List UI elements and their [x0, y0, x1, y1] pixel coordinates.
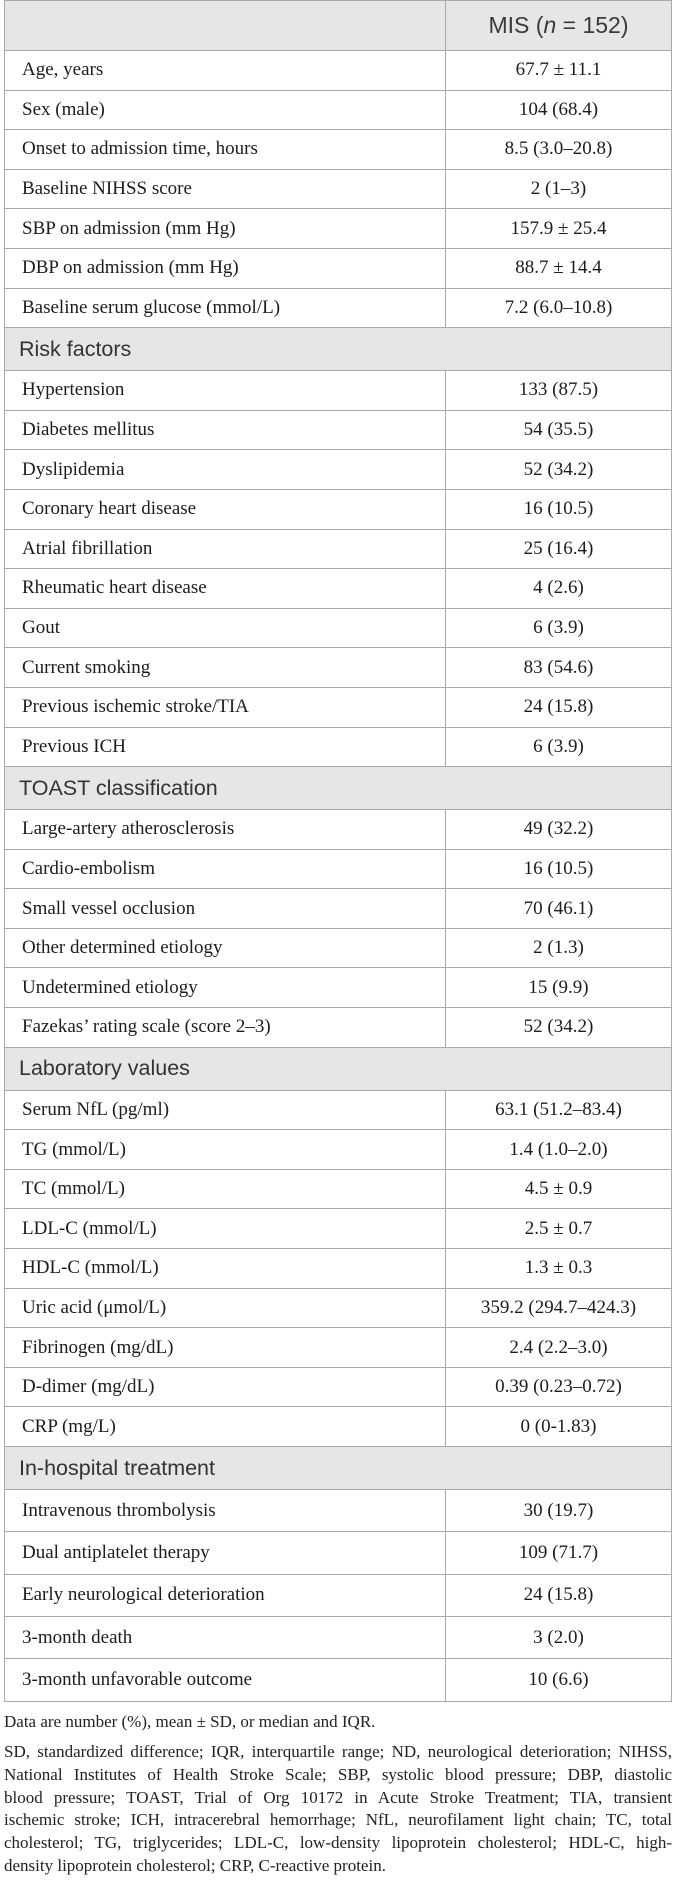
table-row — [5, 850, 671, 890]
table-section — [5, 328, 671, 767]
row-value: 2.5 ± 0.7 — [524, 1217, 593, 1239]
table-row — [5, 1170, 671, 1210]
row-label: Large-artery atherosclerosis — [5, 810, 446, 849]
abbreviation-line: density lipoprotein cholesterol; CRP, C-reactive protein. — [4, 1855, 386, 1875]
table-row — [5, 1328, 671, 1368]
row-label: Age, years — [5, 51, 446, 90]
table-row — [5, 1249, 671, 1289]
row-value: 4.5 ± 0.9 — [524, 1178, 593, 1200]
row-value: 109 (71.7) — [518, 1541, 599, 1563]
row-value: 104 (68.4) — [518, 98, 599, 120]
table-section — [5, 1048, 671, 1447]
row-label: Fazekas’ rating scale (score 2–3) — [5, 1008, 446, 1047]
table-row — [5, 609, 671, 649]
row-value: 0.39 (0.23–0.72) — [495, 1376, 622, 1398]
table-row — [5, 1091, 671, 1131]
row-value: 3 (2.0) — [533, 1626, 584, 1648]
row-label: TG (mmol/L) — [5, 1130, 446, 1169]
abbreviation-line: SD, standardized difference; IQR, interquartile range; ND, neurological deterioration; NIHSS, — [4, 1741, 672, 1761]
row-label: CRP (mg/L) — [5, 1407, 446, 1446]
row-value: 30 (19.7) — [523, 1499, 594, 1521]
row-value: 2.4 (2.2–3.0) — [509, 1336, 608, 1358]
row-label: Previous ischemic stroke/TIA — [5, 688, 446, 727]
table-row — [5, 1575, 671, 1617]
row-label: Undetermined etiology — [5, 968, 446, 1007]
table-row — [5, 810, 671, 850]
row-value: 63.1 (51.2–83.4) — [495, 1098, 622, 1120]
row-value: 52 (34.2) — [523, 458, 594, 480]
section-header: Risk factors — [5, 328, 671, 371]
row-label: LDL-C (mmol/L) — [5, 1209, 446, 1248]
row-value: 15 (9.9) — [528, 976, 589, 998]
row-label: HDL-C (mmol/L) — [5, 1249, 446, 1288]
table-section — [5, 767, 671, 1048]
table-row — [5, 1289, 671, 1329]
row-label: Small vessel occlusion — [5, 889, 446, 928]
abbreviation-line: National Institutes of Health Stroke Scale; SBP, systolic blood pressure; DBP, diastolic — [4, 1764, 672, 1784]
table-row — [5, 1490, 671, 1532]
table-section — [5, 1447, 671, 1701]
row-value: 2 (1–3) — [530, 178, 587, 200]
abbreviation-line: cholesterol; TG, triglycerides; LDL-C, low-density lipoprotein cholesterol; HDL-C, high- — [4, 1833, 672, 1853]
row-label: Uric acid (μmol/L) — [5, 1289, 446, 1328]
row-value: 49 (32.2) — [523, 818, 594, 840]
row-label: Rheumatic heart disease — [5, 569, 446, 608]
header-mis-column — [446, 1, 671, 50]
row-value: 16 (10.5) — [523, 498, 594, 520]
table-row — [5, 51, 671, 91]
row-value: 359.2 (294.7–424.3) — [480, 1296, 637, 1318]
table-row — [5, 411, 671, 451]
row-label: Diabetes mellitus — [5, 411, 446, 450]
row-label: Sex (male) — [5, 91, 446, 130]
row-value: 24 (15.8) — [523, 1584, 594, 1606]
table-row — [5, 648, 671, 688]
row-label: D-dimer (mg/dL) — [5, 1368, 446, 1407]
row-label: 3-month death — [5, 1617, 446, 1658]
row-label: 3-month unfavorable outcome — [5, 1659, 446, 1701]
section-header: Laboratory values — [5, 1048, 671, 1091]
row-label: Current smoking — [5, 648, 446, 687]
row-value: 7.2 (6.0–10.8) — [504, 296, 613, 318]
row-value: 6 (3.9) — [533, 617, 584, 639]
row-label: Baseline serum glucose (mmol/L) — [5, 289, 446, 328]
table-row — [5, 1659, 671, 1701]
table-row — [5, 1368, 671, 1408]
table-row — [5, 929, 671, 969]
row-value: 83 (54.6) — [523, 656, 594, 678]
row-label: TC (mmol/L) — [5, 1170, 446, 1209]
row-value: 88.7 ± 14.4 — [515, 257, 602, 279]
table-row — [5, 209, 671, 249]
table-row — [5, 450, 671, 490]
row-value: 70 (46.1) — [523, 897, 594, 919]
footnote-abbreviations — [4, 1741, 672, 1878]
row-label: Other determined etiology — [5, 929, 446, 968]
header-label-prefix: MIS ( — [488, 12, 544, 38]
table-row — [5, 569, 671, 609]
row-value: 6 (3.9) — [533, 735, 584, 757]
row-label: SBP on admission (mm Hg) — [5, 209, 446, 248]
row-label: Gout — [5, 609, 446, 648]
row-value: 133 (87.5) — [518, 379, 599, 401]
table-header-row — [5, 1, 671, 51]
row-value: 67.7 ± 11.1 — [515, 59, 602, 81]
header-label-n: n — [543, 12, 557, 38]
table-row — [5, 728, 671, 768]
table-row — [5, 1130, 671, 1170]
table-row — [5, 968, 671, 1008]
row-label: Dyslipidemia — [5, 450, 446, 489]
row-label: Atrial fibrillation — [5, 530, 446, 569]
table-row — [5, 1617, 671, 1659]
table-row — [5, 1532, 671, 1574]
section-header: In-hospital treatment — [5, 1447, 671, 1490]
row-value: 10 (6.6) — [528, 1669, 589, 1691]
row-label: DBP on admission (mm Hg) — [5, 249, 446, 288]
table-row — [5, 130, 671, 170]
row-label: Fibrinogen (mg/dL) — [5, 1328, 446, 1367]
row-value: 1.3 ± 0.3 — [524, 1257, 593, 1279]
table-row — [5, 490, 671, 530]
row-value: 1.4 (1.0–2.0) — [509, 1138, 608, 1160]
abbreviation-line: blood pressure; TOAST, Trial of Org 10172 in Acute Stroke Treatment; TIA, transient — [4, 1787, 672, 1807]
row-value: 25 (16.4) — [523, 537, 594, 559]
row-value: 4 (2.6) — [533, 577, 584, 599]
row-value: 24 (15.8) — [523, 696, 594, 718]
table-row — [5, 91, 671, 131]
row-label: Cardio-embolism — [5, 850, 446, 889]
table-row — [5, 688, 671, 728]
header-label-suffix: = 152) — [556, 12, 629, 38]
footnote-data-description: Data are number (%), mean ± SD, or median and IQR. — [4, 1712, 376, 1731]
table-row — [5, 889, 671, 929]
table-row — [5, 371, 671, 411]
row-label: Baseline NIHSS score — [5, 170, 446, 209]
row-label: Dual antiplatelet therapy — [5, 1532, 446, 1573]
row-value: 2 (1.3) — [533, 937, 584, 959]
table-row — [5, 170, 671, 210]
row-value: 52 (34.2) — [523, 1016, 594, 1038]
table-section — [5, 51, 671, 328]
row-label: Intravenous thrombolysis — [5, 1490, 446, 1531]
row-value: 0 (0-1.83) — [520, 1415, 597, 1437]
table-row — [5, 289, 671, 329]
row-value: 16 (10.5) — [523, 857, 594, 879]
row-label: Coronary heart disease — [5, 490, 446, 529]
table-row — [5, 1209, 671, 1249]
table-row — [5, 1008, 671, 1048]
row-value: 8.5 (3.0–20.8) — [504, 138, 613, 160]
table-body — [5, 51, 671, 1701]
row-label: Onset to admission time, hours — [5, 130, 446, 169]
row-label: Hypertension — [5, 371, 446, 410]
row-label: Previous ICH — [5, 728, 446, 767]
row-label: Early neurological deterioration — [5, 1575, 446, 1616]
row-value: 54 (35.5) — [523, 419, 594, 441]
section-header: TOAST classification — [5, 767, 671, 810]
table-row — [5, 530, 671, 570]
table-footnotes — [4, 1711, 672, 1878]
abbreviation-line: ischemic stroke; ICH, intracerebral hemorrhage; NfL, neurofilament light chain; TC, total — [4, 1810, 672, 1830]
row-label: Serum NfL (pg/ml) — [5, 1091, 446, 1130]
baseline-characteristics-table — [4, 0, 672, 1702]
header-empty-cell — [5, 1, 446, 50]
table-row — [5, 1407, 671, 1447]
table-row — [5, 249, 671, 289]
row-value: 157.9 ± 25.4 — [510, 217, 607, 239]
